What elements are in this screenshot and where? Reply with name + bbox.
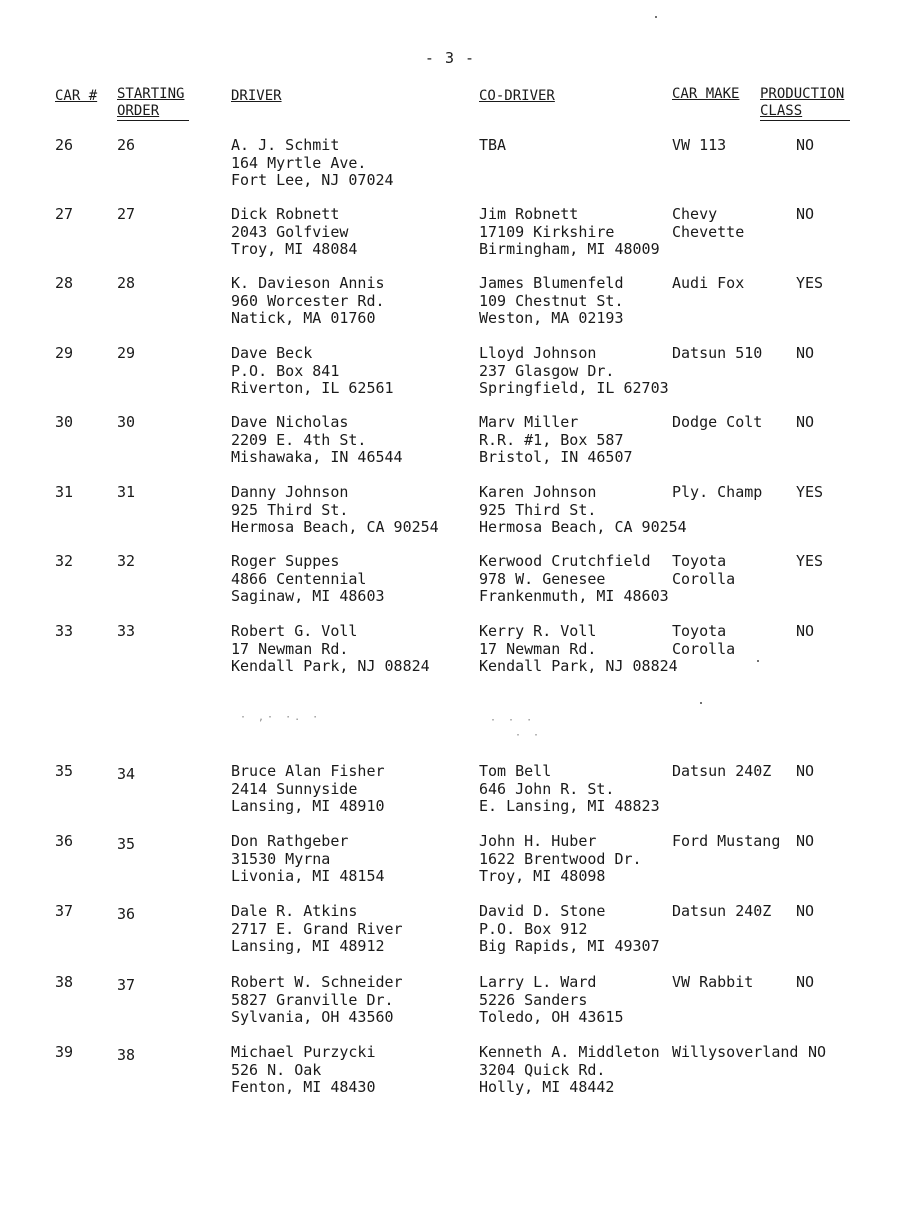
co-driver-line: Larry L. Ward [479, 973, 597, 991]
co-driver-line: Toledo, OH 43615 [479, 1008, 624, 1026]
co-driver-line: Troy, MI 48098 [479, 867, 606, 885]
car-number: 26 [55, 136, 74, 154]
production-class: YES [796, 552, 824, 570]
driver-line: Dick Robnett [231, 205, 340, 223]
production-class: NO [796, 832, 815, 850]
co-driver-line: 925 Third St. [479, 500, 597, 519]
production-class: NO [796, 902, 815, 920]
co-driver-line: Lloyd Johnson [479, 344, 597, 362]
co-driver-line: E. Lansing, MI 48823 [479, 797, 660, 815]
car-make-line: Chevy [672, 205, 718, 223]
car-number: 30 [55, 413, 74, 431]
car-make-line: VW 113 [672, 136, 727, 154]
driver [231, 833, 385, 886]
production-class: NO [808, 1043, 827, 1061]
co-driver [479, 553, 669, 606]
starting-order: 29 [117, 344, 136, 362]
car-make-line: Datsun 240Z [672, 762, 772, 780]
driver [231, 553, 385, 606]
driver [231, 484, 439, 537]
co-driver-line: David D. Stone [479, 902, 606, 920]
production-class: NO [796, 413, 815, 431]
co-driver [479, 623, 678, 676]
table-header [0, 86, 900, 126]
driver-line: Troy, MI 48084 [231, 240, 358, 258]
driver-line: Bruce Alan Fisher [231, 762, 385, 780]
car-make [672, 974, 753, 992]
car-make-line: Corolla [672, 639, 736, 658]
page-number: - 3 - [424, 49, 476, 67]
co-driver-line: P.O. Box 912 [479, 919, 588, 938]
car-number: 31 [55, 483, 74, 501]
scan-smudge: · ,· ·. · [240, 712, 322, 723]
co-driver [479, 345, 669, 398]
header-driver: DRIVER [231, 88, 282, 104]
car-make-line: Chevette [672, 222, 745, 241]
co-driver-line: 978 W. Genesee [479, 569, 606, 588]
car-make-line: Dodge Colt [672, 413, 763, 431]
driver-line: Sylvania, OH 43560 [231, 1008, 394, 1026]
car-number: 39 [55, 1043, 74, 1061]
driver [231, 763, 385, 816]
scan-speck [757, 660, 759, 662]
starting-order: 27 [117, 205, 136, 223]
driver-line: 164 Myrtle Ave. [231, 153, 367, 172]
production-class: NO [796, 136, 815, 154]
co-driver [479, 763, 660, 816]
driver-line: Dave Nicholas [231, 413, 349, 431]
co-driver [479, 137, 506, 155]
scan-speck [700, 702, 702, 704]
driver-line: Robert G. Voll [231, 622, 358, 640]
scan-speck [655, 16, 657, 18]
car-number: 28 [55, 274, 74, 292]
car-make-line: Datsun 510 [672, 344, 763, 362]
co-driver-line: Springfield, IL 62703 [479, 379, 669, 397]
header-car-number: CAR # [55, 88, 98, 104]
driver [231, 1044, 376, 1097]
co-driver-line: Marv Miller [479, 413, 579, 431]
co-driver-line: Birmingham, MI 48009 [479, 240, 660, 258]
car-number: 32 [55, 552, 74, 570]
driver-line: Lansing, MI 48910 [231, 797, 385, 815]
co-driver-line: Weston, MA 02193 [479, 309, 624, 327]
driver [231, 623, 430, 676]
driver-line: 4866 Centennial [231, 569, 367, 588]
starting-order: 28 [117, 274, 136, 292]
co-driver-line: TBA [479, 136, 507, 154]
car-make [672, 553, 735, 588]
car-make [672, 414, 762, 432]
driver-line: 17 Newman Rd. [231, 639, 349, 658]
driver [231, 275, 385, 328]
co-driver-line: 1622 Brentwood Dr. [479, 849, 642, 868]
co-driver-line: Jim Robnett [479, 205, 579, 223]
driver-line: 2717 E. Grand River [231, 919, 403, 938]
starting-order: 30 [117, 413, 136, 431]
driver-line: A. J. Schmit [231, 136, 340, 154]
co-driver-line: Tom Bell [479, 762, 552, 780]
co-driver-line: Frankenmuth, MI 48603 [479, 587, 669, 605]
car-make-line: Audi Fox [672, 274, 745, 292]
co-driver-line: James Blumenfeld [479, 274, 624, 292]
co-driver [479, 414, 633, 467]
co-driver [479, 974, 624, 1027]
driver-line: Dale R. Atkins [231, 902, 358, 920]
car-make [672, 833, 780, 851]
driver-line: Saginaw, MI 48603 [231, 587, 385, 605]
co-driver-line: Bristol, IN 46507 [479, 448, 633, 466]
driver-line: 2414 Sunnyside [231, 779, 358, 798]
co-driver-line: R.R. #1, Box 587 [479, 430, 624, 449]
co-driver-line: 17 Newman Rd. [479, 639, 597, 658]
driver-line: P.O. Box 841 [231, 361, 340, 380]
driver-line: Don Rathgeber [231, 832, 349, 850]
starting-order: 38 [117, 1046, 136, 1064]
header-starting-order-line2: ORDER [117, 103, 189, 121]
car-make [672, 1044, 798, 1062]
driver [231, 974, 403, 1027]
driver-line: 960 Worcester Rd. [231, 291, 385, 310]
car-make-line: Ford Mustang [672, 832, 781, 850]
header-starting-order-line1: STARTING [117, 86, 185, 102]
starting-order: 33 [117, 622, 136, 640]
driver [231, 206, 357, 259]
starting-order: 37 [117, 976, 136, 994]
driver-line: Natick, MA 01760 [231, 309, 376, 327]
co-driver-line: 5226 Sanders [479, 990, 588, 1009]
driver-line: K. Davieson Annis [231, 274, 385, 292]
production-class: NO [796, 973, 815, 991]
co-driver [479, 903, 660, 956]
scan-smudge: · · [515, 730, 543, 741]
starting-order: 34 [117, 765, 136, 783]
driver-line: 2209 E. 4th St. [231, 430, 367, 449]
driver-line: 31530 Myrna [231, 849, 331, 868]
co-driver-line: 237 Glasgow Dr. [479, 361, 615, 380]
co-driver-line: 109 Chestnut St. [479, 291, 624, 310]
header-production-class [760, 86, 850, 121]
car-make-line: Toyota [672, 622, 727, 640]
co-driver-line: Kendall Park, NJ 08824 [479, 657, 678, 675]
driver-line: Lansing, MI 48912 [231, 937, 385, 955]
car-make [672, 345, 762, 363]
co-driver-line: Kerry R. Voll [479, 622, 597, 640]
production-class: NO [796, 205, 815, 223]
car-number: 38 [55, 973, 74, 991]
co-driver [479, 275, 624, 328]
car-make [672, 623, 735, 658]
car-make [672, 275, 744, 293]
co-driver-line: 17109 Kirkshire [479, 222, 615, 241]
driver-line: Dave Beck [231, 344, 313, 362]
driver-line: Fort Lee, NJ 07024 [231, 171, 394, 189]
car-make-line: Toyota [672, 552, 727, 570]
co-driver-line: Karen Johnson [479, 483, 597, 501]
header-production-class-line1: PRODUCTION [760, 86, 845, 102]
car-make [672, 206, 744, 241]
co-driver-line: Kenneth A. Middleton [479, 1043, 660, 1061]
car-number: 27 [55, 205, 74, 223]
header-production-class-line2: CLASS [760, 103, 850, 121]
header-car-make: CAR MAKE [672, 86, 740, 102]
co-driver-line: 646 John R. St. [479, 779, 615, 798]
car-number: 33 [55, 622, 74, 640]
car-number: 36 [55, 832, 74, 850]
driver-line: 526 N. Oak [231, 1060, 322, 1079]
production-class: NO [796, 622, 815, 640]
driver [231, 345, 394, 398]
driver-line: Michael Purzycki [231, 1043, 376, 1061]
co-driver [479, 206, 660, 259]
driver-line: Danny Johnson [231, 483, 349, 501]
driver-line: Fenton, MI 48430 [231, 1078, 376, 1096]
driver-line: 5827 Granville Dr. [231, 990, 394, 1009]
scan-smudge: · · · [490, 715, 536, 726]
car-make-line: Datsun 240Z [672, 902, 772, 920]
car-make [672, 903, 771, 921]
driver-line: 925 Third St. [231, 500, 349, 519]
driver-line: Mishawaka, IN 46544 [231, 448, 403, 466]
driver-line: Hermosa Beach, CA 90254 [231, 518, 439, 536]
co-driver-line: Hermosa Beach, CA 90254 [479, 518, 687, 536]
driver-line: 2043 Golfview [231, 222, 349, 241]
car-make-line: Corolla [672, 569, 736, 588]
driver [231, 903, 403, 956]
driver-line: Livonia, MI 48154 [231, 867, 385, 885]
starting-order: 36 [117, 905, 136, 923]
driver [231, 414, 403, 467]
production-class: NO [796, 762, 815, 780]
car-number: 37 [55, 902, 74, 920]
starting-order: 32 [117, 552, 136, 570]
production-class: NO [796, 344, 815, 362]
driver-line: Riverton, IL 62561 [231, 379, 394, 397]
co-driver-line: Holly, MI 48442 [479, 1078, 615, 1096]
co-driver-line: John H. Huber [479, 832, 597, 850]
production-class: YES [796, 274, 824, 292]
car-make-line: Willysoverland [672, 1043, 799, 1061]
car-make-line: Ply. Champ [672, 483, 763, 501]
production-class: YES [796, 483, 824, 501]
starting-order: 31 [117, 483, 136, 501]
driver-line: Roger Suppes [231, 552, 340, 570]
driver [231, 137, 394, 190]
co-driver-line: 3204 Quick Rd. [479, 1060, 606, 1079]
car-make-line: VW Rabbit [672, 973, 754, 991]
car-make [672, 484, 762, 502]
car-make [672, 137, 726, 155]
co-driver-line: Big Rapids, MI 49307 [479, 937, 660, 955]
car-number: 29 [55, 344, 74, 362]
co-driver-line: Kerwood Crutchfield [479, 552, 651, 570]
driver-line: Robert W. Schneider [231, 973, 403, 991]
starting-order: 26 [117, 136, 136, 154]
co-driver [479, 1044, 660, 1097]
header-starting-order [117, 86, 189, 121]
driver-line: Kendall Park, NJ 08824 [231, 657, 430, 675]
co-driver [479, 833, 642, 886]
car-make [672, 763, 771, 781]
co-driver [479, 484, 687, 537]
car-number: 35 [55, 762, 74, 780]
header-co-driver: CO-DRIVER [479, 88, 555, 104]
starting-order: 35 [117, 835, 136, 853]
